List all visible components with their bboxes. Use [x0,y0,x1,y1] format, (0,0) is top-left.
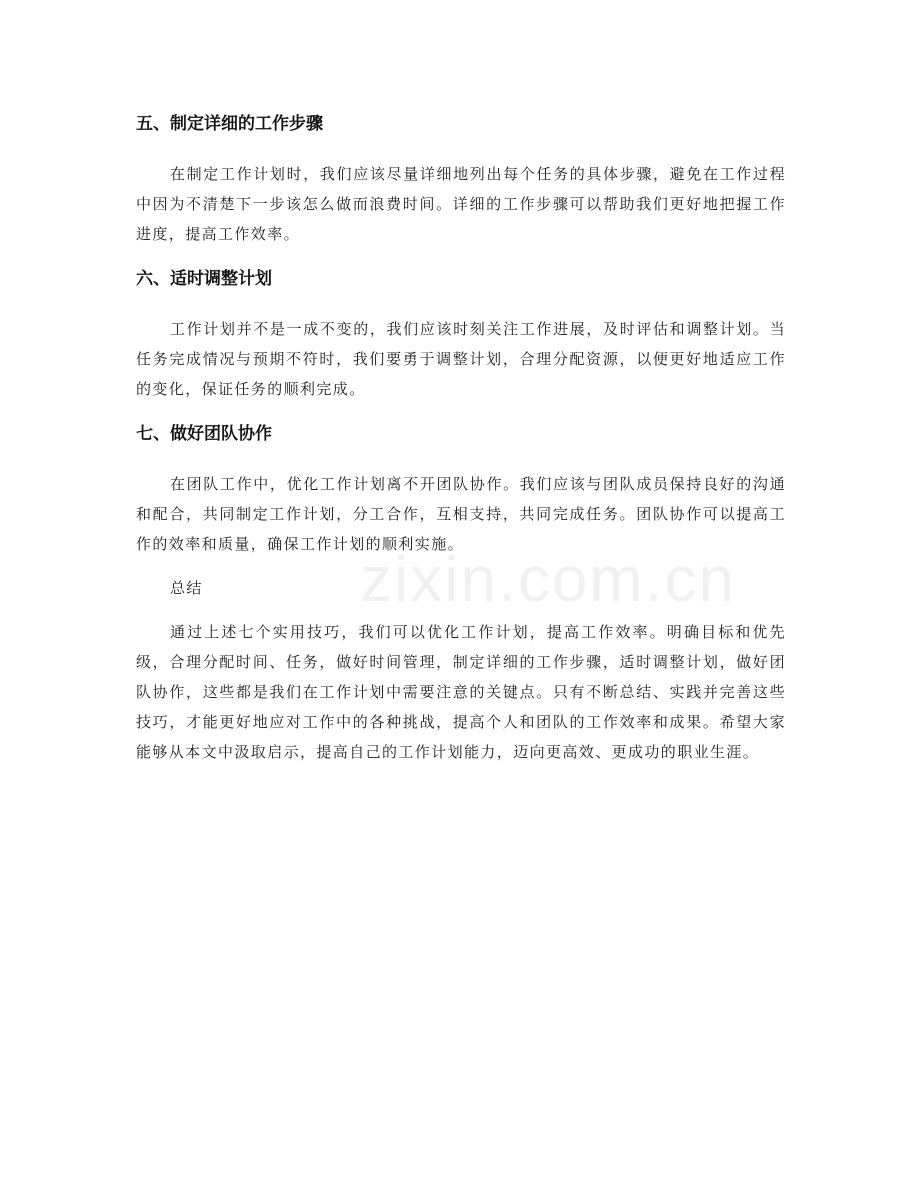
watermark: zixin.com.cn [360,543,737,615]
section-paragraph-5: 在制定工作计划时，我们应该尽量详细地列出每个任务的具体步骤，避免在工作过程中因为不清楚下一步该怎么做而浪费时间。详细的工作步骤可以帮助我们更好地把握工作进度，提高工作效率。 [136,165,786,243]
document-content [136,104,786,767]
section-heading-7: 七、做好团队协作 [136,424,272,444]
section-paragraph-7: 在团队工作中，优化工作计划离不开团队协作。我们应该与团队成员保持良好的沟通和配合，共同制定工作计划，分工合作，互相支持，共同完成任务。团队协作可以提高工作的效率和质量，确保工作计划的顺利实施。 [136,475,786,553]
section-paragraph-6: 工作计划并不是一成不变的，我们应该时刻关注工作进展，及时评估和调整计划。当任务完成情况与预期不符时，我们要勇于调整计划，合理分配资源，以便更好地适应工作的变化，保证任务的顺利完成。 [136,320,786,398]
summary-title: 总结 [170,579,203,597]
section-heading-5: 五、制定详细的工作步骤 [136,114,323,134]
section-heading-6: 六、适时调整计划 [136,269,272,289]
summary-paragraph: 通过上述七个实用技巧，我们可以优化工作计划，提高工作效率。明确目标和优先级，合理分配时间、任务，做好时间管理，制定详细的工作步骤，适时调整计划，做好团队协作，这些都是我们在工作计划中需要注意的关键点。只有不断总结、实践并完善这些技巧，才能更好地应对工作中的各种挑战，提高个人和团队的工作效率和成果。希望大家能够从本文中汲取启示，提高自己的工作计划能力，迈向更高效、更成功的职业生涯。 [136,623,786,761]
